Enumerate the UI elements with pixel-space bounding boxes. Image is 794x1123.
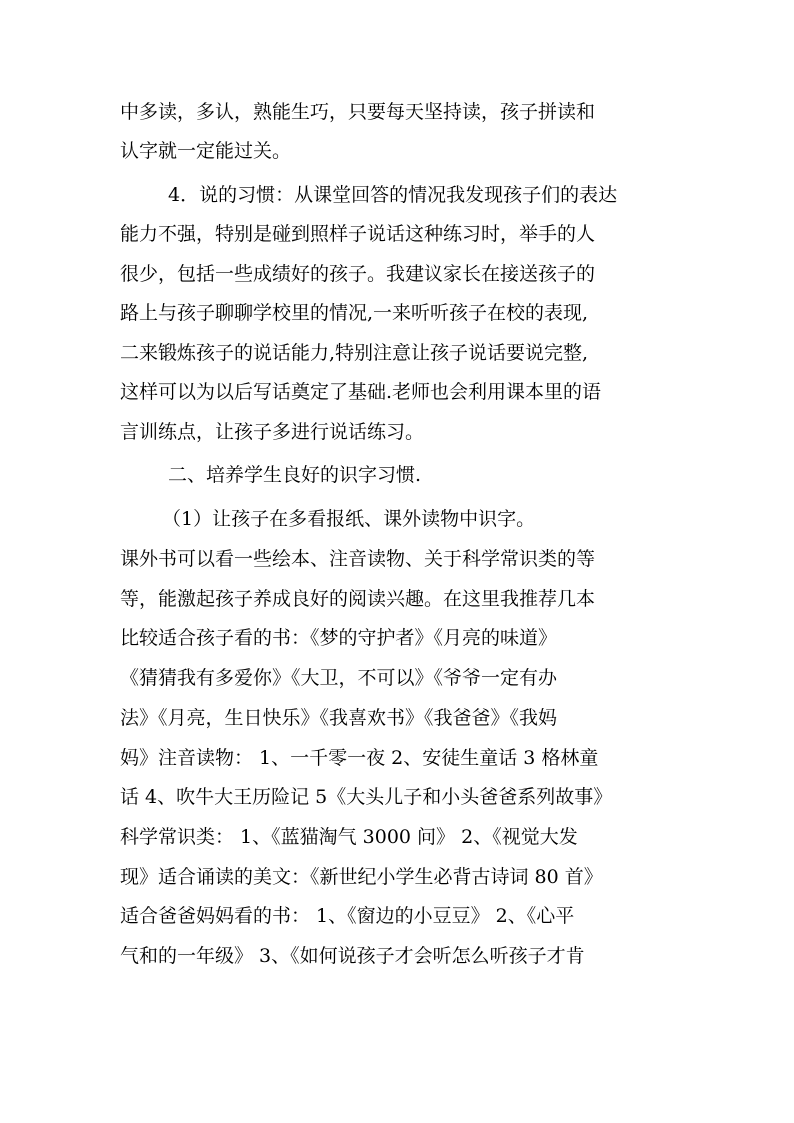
text-line: 气和的一年级》 3、《如何说孩子才会听怎么听孩子才肯: [120, 945, 585, 967]
text-line: 很少，包括一些成绩好的孩子。我建议家长在接送孩子的: [120, 263, 596, 285]
section-heading: 二、培养学生良好的识字习惯.: [168, 464, 422, 486]
text-line: 能力不强，特别是碰到照样子说话这种练习时，举手的人: [120, 223, 596, 245]
text-line: 这样可以为以后写话奠定了基础.老师也会利用课本里的语: [120, 381, 602, 403]
text-line: 课外书可以看一些绘本、注音读物、关于科学常识类的等: [120, 548, 596, 570]
text-line: 科学常识类： 1、《蓝猫淘气 3000 问》 2、《视觉大发: [120, 826, 578, 848]
text-line: 言训练点，让孩子多进行说话练习。: [120, 421, 425, 443]
subsection-heading: （1）让孩子在多看报纸、课外读物中识字。: [162, 508, 536, 530]
text-line: 中多读，多认，熟能生巧，只要每天坚持读，孩子拼读和: [120, 101, 596, 123]
text-line: 认字就一定能过关。: [120, 140, 292, 162]
text-line: 比较适合孩子看的书：《梦的守护者》《月亮的味道》: [120, 627, 558, 649]
text-line: 二来锻炼孩子的说话能力,特别注意让孩子说话要说完整,: [120, 342, 589, 364]
text-line: 4．说的习惯：从课堂回答的情况我发现孩子们的表达: [168, 184, 618, 206]
text-line: 妈》注音读物： 1、一千零一夜 2、安徒生童话 3 格林童: [120, 747, 599, 769]
text-line: 法》《月亮，生日快乐》《我喜欢书》《我爸爸》《我妈: [120, 707, 558, 729]
text-line: 话 4、吹牛大王历险记 5《大头儿子和小头爸爸系列故事》: [120, 786, 613, 808]
text-line: 《猜猜我有多爱你》《大卫，不可以》《爷爷一定有办: [120, 667, 558, 689]
text-line: 路上与孩子聊聊学校里的情况,一来听听孩子在校的表现,: [120, 302, 589, 324]
text-line: 现》适合诵读的美文：《新世纪小学生必背古诗词 80 首》: [120, 866, 603, 888]
text-line: 适合爸爸妈妈看的书： 1、《窗边的小豆豆》 2、《心平: [120, 905, 575, 927]
text-line: 等，能激起孩子养成良好的阅读兴趣。在这里我推荐几本: [120, 588, 596, 610]
